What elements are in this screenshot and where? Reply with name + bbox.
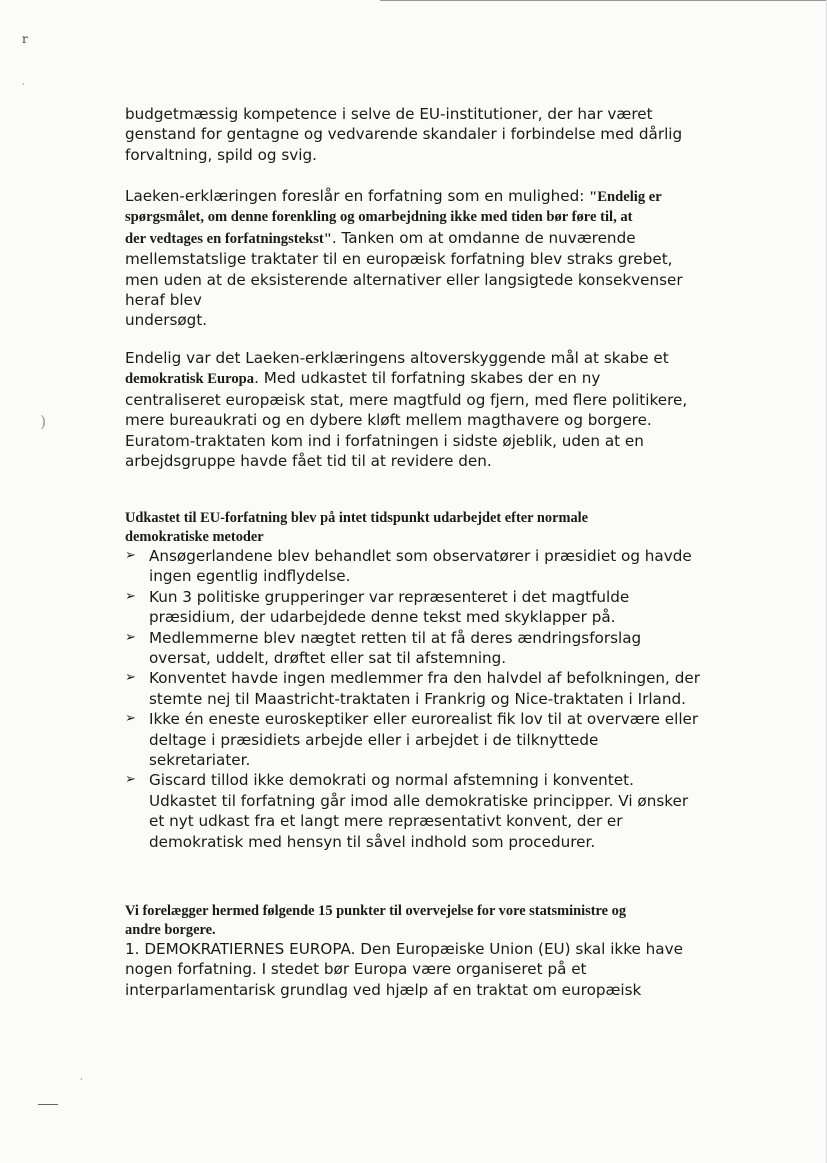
text-span: . Tanken om at omdanne de nuværende	[331, 228, 636, 247]
paragraph-budget	[125, 104, 735, 165]
paragraph-point-1	[125, 939, 735, 1000]
margin-dot-bottom: ·	[80, 1075, 83, 1084]
text-line: forvaltning, spild og svig.	[125, 145, 317, 164]
list-item	[125, 709, 735, 770]
text-line: genstand for gentagne og vedvarende skandaler i forbindelse med dårlig	[125, 125, 683, 144]
text-line: 1. DEMOKRATIERNES EUROPA. Den Europæiske Union (EU) skal ikke have	[125, 940, 683, 958]
heading-line: andre borgere.	[125, 921, 216, 938]
margin-mark-top: r	[22, 32, 28, 46]
text-line: nogen forfatning. I stedet bør Europa være organiseret på et	[125, 960, 587, 979]
text-line: sekretariater.	[149, 751, 251, 770]
text-line: mere bureaukrati og en dybere kløft mellem magthavere og borgere.	[125, 411, 652, 430]
text-line: oversat, uddelt, drøftet eller sat til afstemning.	[149, 649, 507, 668]
list-item	[125, 587, 735, 628]
arrow-bullet-icon: ➢	[125, 548, 136, 563]
paragraph-demokratisk-europa	[125, 348, 735, 471]
arrow-bullet-icon: ➢	[125, 629, 136, 645]
text-line	[125, 228, 735, 249]
heading-line: demokratiske metoder	[125, 528, 264, 545]
margin-mark-left: )	[40, 412, 47, 431]
text-span: . Med udkastet til forfatning skabes der en ny	[254, 369, 601, 388]
list-item	[125, 668, 735, 709]
section-heading-udkastet	[125, 509, 745, 546]
text-line: Giscard tillod ikke demokrati og normal afstemning i konventet.	[149, 771, 634, 790]
quote-bold-line: spørgsmålet, om denne forenkling og omarbejdning ikke med tiden bør føre til, at	[125, 209, 633, 226]
text-line: arbejdsgruppe havde fået tid til at revidere den.	[125, 452, 492, 471]
arrow-bullet-icon: ➢	[125, 588, 136, 604]
paragraph-laeken	[125, 186, 735, 331]
text-line: men uden at de eksisterende alternativer eller langsigtede konsekvenser	[125, 270, 683, 289]
text-line: centraliseret europæisk stat, mere magtfuld og fjern, med flere politikere,	[125, 390, 688, 409]
heading-line: Udkastet til EU-forfatning blev på intet tidspunkt udarbejdet efter normale	[125, 510, 589, 526]
quote-bold: der vedtages en forfatningstekst"	[125, 230, 332, 247]
text-line: Ansøgerlandene blev behandlet som observatører i præsidiet og havde	[149, 547, 692, 565]
section-heading-15-punkter	[125, 902, 745, 939]
text-line	[125, 368, 735, 389]
text-line: Udkastet til forfatning går imod alle demokratiske principper. Vi ønsker	[149, 791, 689, 810]
text-line: Konventet havde ingen medlemmer fra den halvdel af befolkningen, der	[149, 669, 700, 688]
bullet-list	[125, 546, 735, 852]
text-line: mellemstatslige traktater til en europæisk forfatning blev straks grebet,	[125, 250, 673, 269]
text-line: et nyt udkast fra et langt mere repræsentativt konvent, der er	[149, 812, 623, 831]
text-line: Endelig var det Laeken-erklæringens altoverskyggende mål at skabe et	[125, 349, 669, 367]
text-line: ingen egentlig indflydelse.	[149, 567, 351, 586]
quote-bold: "Endelig er	[589, 189, 662, 205]
text-line: interparlamentarisk grundlag ved hjælp af en traktat om europæisk	[125, 980, 642, 999]
text-line: stemte nej til Maastricht-traktaten i Frankrig og Nice-traktaten i Irland.	[149, 689, 686, 708]
text-line: Medlemmerne blev nægtet retten til at få deres ændringsforslag	[149, 628, 642, 647]
margin-dot: ·	[22, 80, 25, 89]
scan-bottom-mark	[38, 1104, 58, 1105]
text-line: heraf blev	[125, 291, 202, 310]
text-line: Kun 3 politiske grupperinger var repræsenteret i det magtfulde	[149, 587, 630, 606]
text-line: Euratom-traktaten kom ind i forfatningen i sidste øjeblik, uden at en	[125, 431, 644, 450]
arrow-bullet-icon: ➢	[125, 670, 136, 686]
text-line	[125, 186, 735, 207]
text-line: præsidium, der udarbejdede denne tekst med skyklapper på.	[149, 608, 616, 627]
heading-line: Vi forelægger hermed følgende 15 punkter til overvejelse for vore statsministre og	[125, 903, 627, 919]
scan-top-edge	[380, 0, 827, 1]
arrow-bullet-icon: ➢	[125, 772, 136, 788]
text-line: budgetmæssig kompetence i selve de EU-institutioner, der har været	[125, 105, 653, 123]
list-item	[125, 546, 735, 587]
text-line: undersøgt.	[125, 311, 208, 330]
list-item	[125, 770, 735, 852]
text-line: demokratisk med hensyn til såvel indhold som procedurer.	[149, 832, 596, 851]
arrow-bullet-icon: ➢	[125, 711, 136, 727]
list-item	[125, 628, 735, 669]
text-line: deltage i præsidiets arbejde eller i arbejdet i de tilknyttede	[149, 730, 599, 749]
bold-phrase: demokratisk Europa	[125, 371, 255, 388]
text-line: Ikke én eneste euroskeptiker eller eurorealist fik lov til at overvære eller	[149, 710, 699, 729]
text-span: Laeken-erklæringen foreslår en forfatning som en mulighed:	[125, 187, 590, 205]
